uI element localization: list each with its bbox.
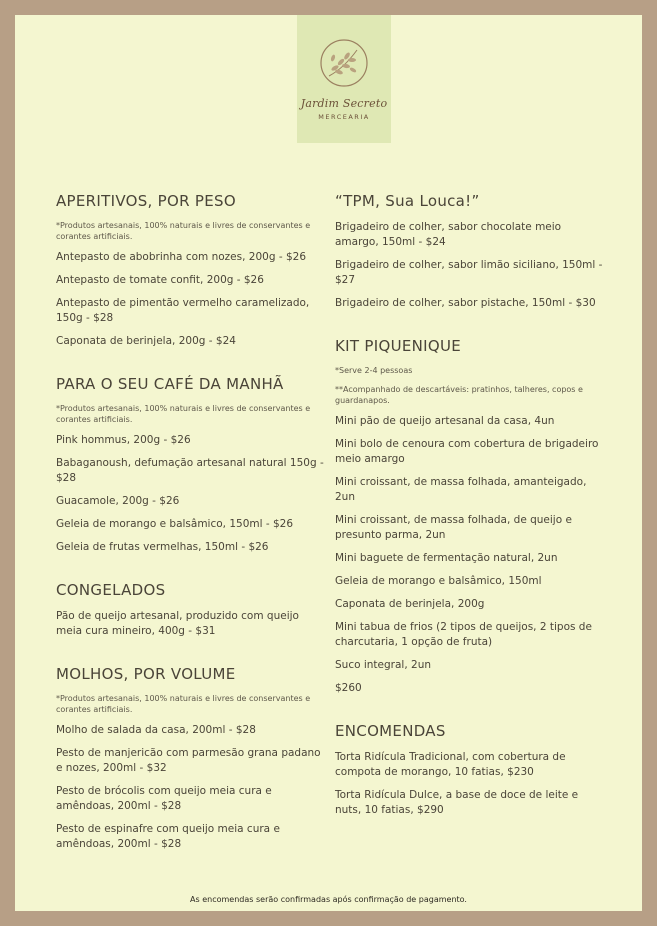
left-column bbox=[56, 192, 326, 878]
menu-item: Geleia de morango e balsâmico, 150ml bbox=[335, 575, 542, 587]
menu-item: Mini croissant, de massa folhada, amanteigado, 2un bbox=[335, 476, 587, 503]
logo-badge bbox=[297, 15, 391, 143]
menu-item: Antepasto de abobrinha com nozes, 200g - $26 bbox=[56, 251, 307, 263]
menu-item: Suco integral, 2un bbox=[335, 659, 432, 671]
menu-page bbox=[15, 15, 642, 911]
menu-item: Pesto de manjericão com parmesão grana padano e nozes, 200ml - $32 bbox=[56, 747, 321, 774]
menu-section bbox=[56, 375, 326, 555]
menu-section bbox=[335, 337, 605, 696]
menu-section bbox=[56, 192, 326, 349]
menu-item: Pink hommus, 200g - $26 bbox=[56, 434, 191, 446]
menu-item: $260 bbox=[335, 682, 362, 694]
section-title: MOLHOS, POR VOLUME bbox=[56, 665, 236, 683]
right-column bbox=[335, 192, 605, 844]
menu-item: Caponata de berinjela, 200g bbox=[335, 598, 485, 610]
menu-section bbox=[56, 665, 326, 852]
section-note: *Produtos artesanais, 100% naturais e livres de conservantes e corantes artificiais. bbox=[56, 221, 311, 241]
menu-item: Antepasto de pimentão vermelho caramelizado, 150g - $28 bbox=[56, 297, 310, 324]
section-note: *Produtos artesanais, 100% naturais e livres de conservantes e corantes artificiais. bbox=[56, 404, 311, 424]
menu-item: Brigadeiro de colher, sabor limão siciliano, 150ml - $27 bbox=[335, 259, 603, 286]
section-title: KIT PIQUENIQUE bbox=[335, 337, 462, 355]
menu-item: Molho de salada da casa, 200ml - $28 bbox=[56, 724, 256, 736]
section-note: *Produtos artesanais, 100% naturais e livres de conservantes e corantes artificiais. bbox=[56, 694, 311, 714]
section-title: PARA O SEU CAFÉ DA MANHÃ bbox=[56, 375, 284, 393]
leaf-wreath-logo-icon bbox=[319, 38, 369, 88]
menu-item: Geleia de morango e balsâmico, 150ml - $26 bbox=[56, 518, 294, 530]
menu-item: Caponata de berinjela, 200g - $24 bbox=[56, 335, 236, 347]
section-title: “TPM, Sua Louca!” bbox=[335, 192, 480, 210]
menu-item: Mini croissant, de massa folhada, de queijo e presunto parma, 2un bbox=[335, 514, 572, 541]
menu-item: Mini bolo de cenoura com cobertura de brigadeiro meio amargo bbox=[335, 438, 599, 465]
menu-item: Pão de queijo artesanal, produzido com queijo meia cura mineiro, 400g - $31 bbox=[56, 610, 299, 637]
menu-item: Brigadeiro de colher, sabor chocolate meio amargo, 150ml - $24 bbox=[335, 221, 562, 248]
menu-item: Mini pão de queijo artesanal da casa, 4un bbox=[335, 415, 555, 427]
menu-section bbox=[335, 192, 605, 311]
menu-item: Geleia de frutas vermelhas, 150ml - $26 bbox=[56, 541, 269, 553]
section-title: CONGELADOS bbox=[56, 581, 166, 599]
menu-item: Torta Ridícula Tradicional, com cobertura de compota de morango, 10 fatias, $230 bbox=[335, 751, 566, 778]
menu-item: Babaganoush, defumação artesanal natural 150g - $28 bbox=[56, 457, 324, 484]
brand-subtitle: MERCEARIA bbox=[318, 113, 370, 121]
brand-name: Jardim Secreto bbox=[300, 97, 388, 110]
menu-item: Guacamole, 200g - $26 bbox=[56, 495, 180, 507]
menu-item: Brigadeiro de colher, sabor pistache, 150ml - $30 bbox=[335, 297, 596, 309]
menu-item: Antepasto de tomate confit, 200g - $26 bbox=[56, 274, 264, 286]
menu-section bbox=[335, 722, 605, 818]
menu-item: Mini baguete de fermentação natural, 2un bbox=[335, 552, 558, 564]
menu-item: Torta Ridícula Dulce, a base de doce de leite e nuts, 10 fatias, $290 bbox=[335, 789, 579, 816]
menu-item: Pesto de brócolis com queijo meia cura e amêndoas, 200ml - $28 bbox=[56, 785, 272, 812]
section-note: **Acompanhado de descartáveis: pratinhos, talheres, copos e guardanapos. bbox=[335, 385, 583, 405]
footer-note: As encomendas serão confirmadas após confirmação de pagamento. bbox=[190, 895, 467, 904]
menu-item: Mini tabua de frios (2 tipos de queijos, 2 tipos de charcutaria, 1 opção de fruta) bbox=[335, 621, 592, 648]
menu-section bbox=[56, 581, 326, 639]
section-note: *Serve 2-4 pessoas bbox=[335, 366, 413, 375]
section-title: ENCOMENDAS bbox=[335, 722, 446, 740]
menu-item: Pesto de espinafre com queijo meia cura e amêndoas, 200ml - $28 bbox=[56, 823, 280, 850]
section-title: APERITIVOS, POR PESO bbox=[56, 192, 236, 210]
